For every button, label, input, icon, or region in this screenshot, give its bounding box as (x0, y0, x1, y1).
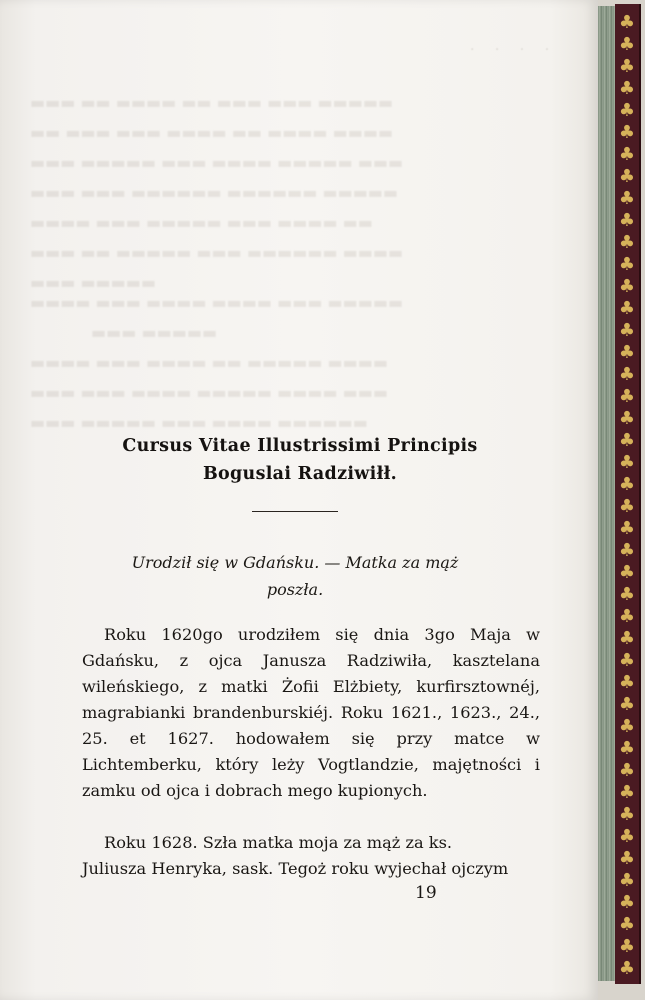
cover-ornament-icon: ♣ (618, 166, 636, 187)
paragraph-2-line-2: Juliusza Henryka, sask. Tegoż roku wyjechał ojczym (82, 859, 509, 878)
page-number: 19 (415, 883, 437, 903)
cover-ornament-icon: ♣ (618, 958, 636, 979)
cover-ornament-icon: ♣ (618, 562, 636, 583)
page-edges (597, 6, 616, 981)
cover-ornament-icon: ♣ (618, 34, 636, 55)
cover-ornament-icon: ♣ (618, 474, 636, 495)
title-rule-divider (252, 511, 338, 512)
cover-ornament-icon: ♣ (618, 78, 636, 99)
cover-ornament-icon: ♣ (618, 276, 636, 297)
cover-ornament-icon: ♣ (618, 430, 636, 451)
cover-ornament-icon: ♣ (618, 870, 636, 891)
cover-ornament-icon: ♣ (618, 188, 636, 209)
summary-line-1: Urodził się w Gdańsku. — Matka za mąż (131, 553, 459, 572)
show-through-text-2: ▬▬▬▬ ▬▬▬ ▬▬▬▬ ▬▬▬▬ ▬▬▬ ▬▬▬▬▬ ▬▬▬ ▬▬▬▬▬ ▬▬▬▬ ▬▬▬ ▬▬▬▬ ▬▬ ▬▬▬▬▬ ▬▬▬▬ ▬▬▬ ▬▬▬ ▬▬▬▬ ▬▬▬▬▬ ▬▬▬▬ ▬▬▬ ▬▬▬ ▬▬▬▬▬ ▬▬▬ ▬▬▬▬ ▬▬▬▬▬▬ (30, 293, 404, 432)
cover-ornament-icon: ♣ (618, 452, 636, 473)
chapter-title (60, 432, 540, 488)
cover-ornament-icon: ♣ (618, 914, 636, 935)
cover-ornament-icon: ♣ (618, 606, 636, 627)
cover-ornament-icon: ♣ (618, 540, 636, 561)
cover-ornament-icon: ♣ (618, 738, 636, 759)
chapter-title-line-2: Boguslai Radziwiłł. (202, 464, 398, 484)
cover-ornament-icon: ♣ (618, 716, 636, 737)
cover-ornament-icon: ♣ (618, 144, 636, 165)
book-cover-ornament-strip (615, 4, 641, 984)
cover-ornament-icon: ♣ (618, 628, 636, 649)
cover-ornament-icon: ♣ (618, 892, 636, 913)
paragraph-1: Roku 1620go urodziłem się dnia 3go Maja w Gdańsku, z ojca Janusza Radziwiła, kasztelana wileńskiego, z matki Żofii Elżbiety, kurfirsztownéj, magrabianki brandenburskiéj. Roku 1621., 1623., 24., 25. et 1627. hodowałem się przy matce w Lichtemberku, który leży Vogtlandzie, majętności i zamku od ojca i dobrach mego kupionych. (82, 625, 540, 800)
cover-ornament-icon: ♣ (618, 672, 636, 693)
cover-ornament-icon: ♣ (618, 122, 636, 143)
chapter-summary (80, 549, 510, 603)
cover-ornament-icon: ♣ (618, 408, 636, 429)
cover-ornament-icon: ♣ (618, 12, 636, 33)
body-text (82, 622, 540, 804)
summary-line-2: poszła. (266, 580, 324, 599)
cover-ornament-icon: ♣ (618, 518, 636, 539)
chapter-title-line-1: Cursus Vitae Illustrissimi Principis (122, 436, 478, 456)
cover-ornament-icon: ♣ (618, 782, 636, 803)
cover-ornament-icon: ♣ (618, 100, 636, 121)
cover-ornament-icon: ♣ (618, 936, 636, 957)
cover-ornament-icon: ♣ (618, 496, 636, 517)
cover-ornament-icon: ♣ (618, 232, 636, 253)
cover-ornament-icon: ♣ (618, 760, 636, 781)
cover-ornament-icon: ♣ (618, 694, 636, 715)
show-through-text: ▬▬▬ ▬▬ ▬▬▬▬ ▬▬ ▬▬▬ ▬▬▬ ▬▬▬▬▬ ▬▬ ▬▬▬ ▬▬▬ ▬▬▬▬ ▬▬ ▬▬▬▬ ▬▬▬▬ ▬▬▬ ▬▬▬▬▬ ▬▬▬ ▬▬▬▬ ▬▬▬▬▬ ▬▬▬ ▬▬▬ ▬▬▬ ▬▬▬▬▬▬ ▬▬▬▬▬▬ ▬▬▬▬▬ ▬▬▬▬ ▬▬▬ ▬▬▬▬▬ ▬▬▬ ▬▬▬▬ ▬▬ ▬▬▬ ▬▬ ▬▬▬▬▬ ▬▬▬ ▬▬▬▬▬▬ ▬▬▬▬ ▬▬▬ ▬▬▬▬▬ (30, 93, 404, 292)
cover-ornament-icon: ♣ (618, 254, 636, 275)
cover-ornament-icon: ♣ (618, 56, 636, 77)
show-through-running-head: · · · · (470, 42, 558, 58)
cover-ornament-icon: ♣ (618, 320, 636, 341)
cover-ornament-icon: ♣ (618, 298, 636, 319)
cover-ornament-icon: ♣ (618, 364, 636, 385)
cover-ornament-icon: ♣ (618, 650, 636, 671)
cover-ornament-icon: ♣ (618, 584, 636, 605)
cover-ornament-icon: ♣ (618, 826, 636, 847)
body-text-2 (82, 830, 540, 882)
cover-ornament-icon: ♣ (618, 210, 636, 231)
cover-ornament-icon: ♣ (618, 804, 636, 825)
paragraph-2-line-1: Roku 1628. Szła matka moja za mąż za ks. (104, 833, 453, 852)
cover-ornament-icon: ♣ (618, 848, 636, 869)
cover-ornament-icon: ♣ (618, 342, 636, 363)
cover-ornament-icon: ♣ (618, 386, 636, 407)
